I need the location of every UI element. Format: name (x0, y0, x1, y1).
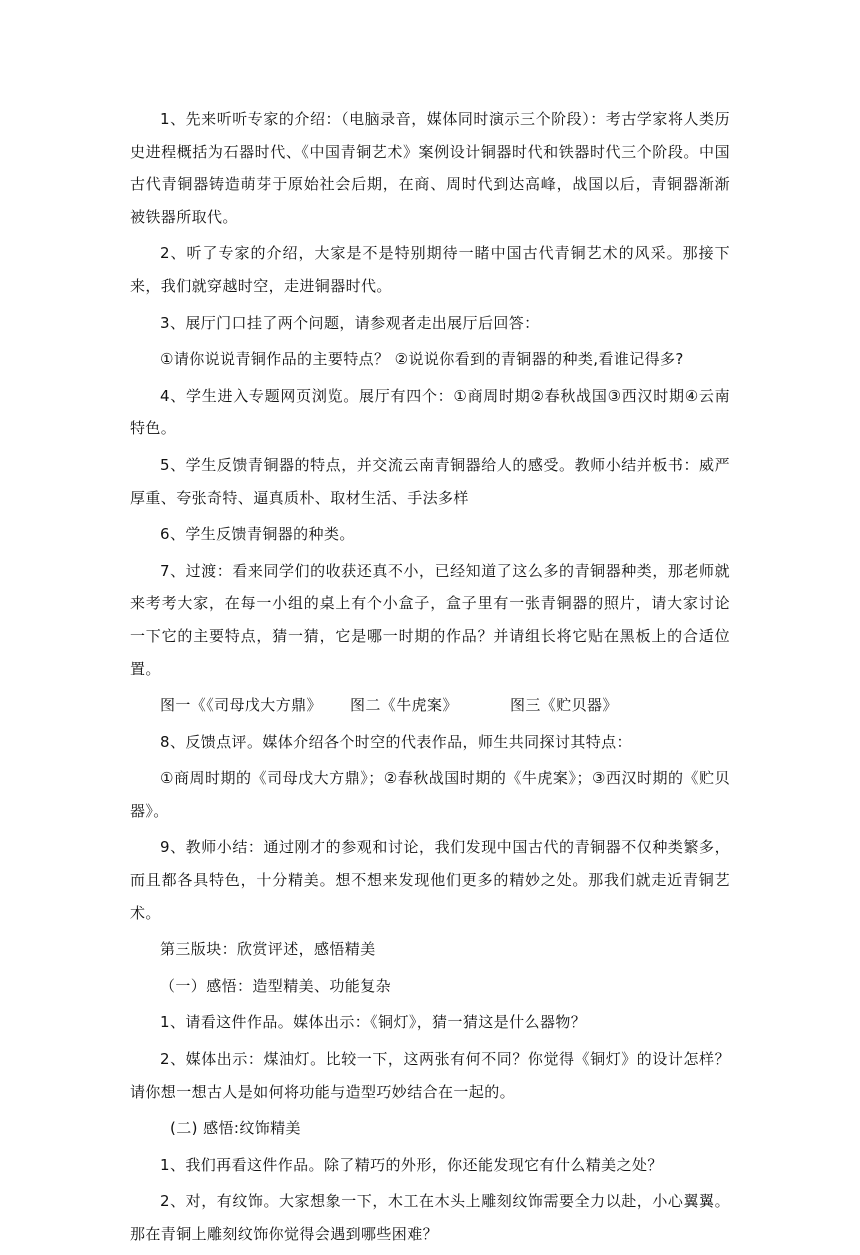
paragraph-questions: ①请你说说青铜作品的主要特点？ ②说说你看到的青铜器的种类,看谁记得多? (160, 350, 684, 369)
figure-caption-3: 图三《贮贝器》 (510, 696, 618, 715)
paragraph-periods: ①商周时期的《司母戊大方鼎》；②春秋战国时期的《牛虎案》；③西汉时期的《贮贝器》。 (130, 769, 730, 820)
paragraph-3: 3、展厅门口挂了两个问题，请参观者走出展厅后回答： (160, 313, 540, 332)
paragraph-1: 1、先来听听专家的介绍：（电脑录音，媒体同时演示三个阶段）：考古学家将人类历史进程概括为石器时代、《中国青铜艺术》案例设计铜器时代和铁器时代三个阶段。中国古代青铜器铸造萌芽于原始社会后期，在商、周时代到达高峰，战国以后，青铜器渐渐被铁器所取代。 (130, 110, 730, 226)
figure-caption-2: 图二《牛虎案》 (350, 696, 458, 715)
paragraph-pattern-2: 2、对，有纹饰。大家想象一下，木工在木头上雕刻纹饰需要全力以赴，小心翼翼。那在青铜上雕刻纹饰你觉得会遇到哪些困难？ (130, 1192, 730, 1243)
document-body (130, 103, 730, 1255)
section-heading-3: 第三版块：欣赏评述，感悟精美 (160, 940, 376, 959)
paragraph-8: 8、反馈点评。媒体介绍各个时空的代表作品，师生共同探讨其特点： (160, 732, 632, 751)
paragraph-pattern-1: 1、我们再看这件作品。除了精巧的外形，你还能发现它有什么精美之处？ (160, 1155, 663, 1174)
subsection-heading-2: (二) 感悟:纹饰精美 (170, 1119, 301, 1138)
subsection-heading-1: （一）感悟：造型精美、功能复杂 (160, 976, 392, 995)
paragraph-5: 5、学生反馈青铜器的特点，并交流云南青铜器给人的感受。教师小结并板书：威严厚重、夸张奇特、逼真质朴、取材生活、手法多样 (130, 455, 730, 507)
figure-caption-1: 图一《《司母戊大方鼎》 (160, 696, 322, 715)
paragraph-9: 9、教师小结：通过刚才的参观和讨论，我们发现中国古代的青铜器不仅种类繁多，而且都各具特色，十分精美。想不想来发现他们更多的精妙之处。那我们就走近青铜艺术。 (130, 838, 730, 922)
paragraph-2: 2、听了专家的介绍，大家是不是特别期待一睹中国古代青铜艺术的风采。那接下来，我们就穿越时空，走进铜器时代。 (130, 244, 730, 295)
paragraph-lamp-1: 1、请看这件作品。媒体出示：《铜灯》，猜一猜这是什么器物？ (160, 1013, 587, 1032)
paragraph-lamp-2: 2、媒体出示：煤油灯。比较一下，这两张有何不同？你觉得《铜灯》的设计怎样？请你想一想古人是如何将功能与造型巧妙结合在一起的。 (130, 1050, 730, 1101)
paragraph-7: 7、过渡：看来同学们的收获还真不小，已经知道了这么多的青铜器种类，那老师就来考考大家，在每一小组的桌上有个小盒子，盒子里有一张青铜器的照片，请大家讨论一下它的主要特点，猜一猜，它是哪一时期的作品？并请组长将它贴在黑板上的合适位置。 (130, 561, 730, 678)
figure-captions (130, 689, 730, 722)
paragraph-4: 4、学生进入专题网页浏览。展厅有四个：①商周时期②春秋战国③西汉时期④云南特色。 (130, 386, 730, 438)
paragraph-6: 6、学生反馈青铜器的种类。 (160, 525, 355, 544)
